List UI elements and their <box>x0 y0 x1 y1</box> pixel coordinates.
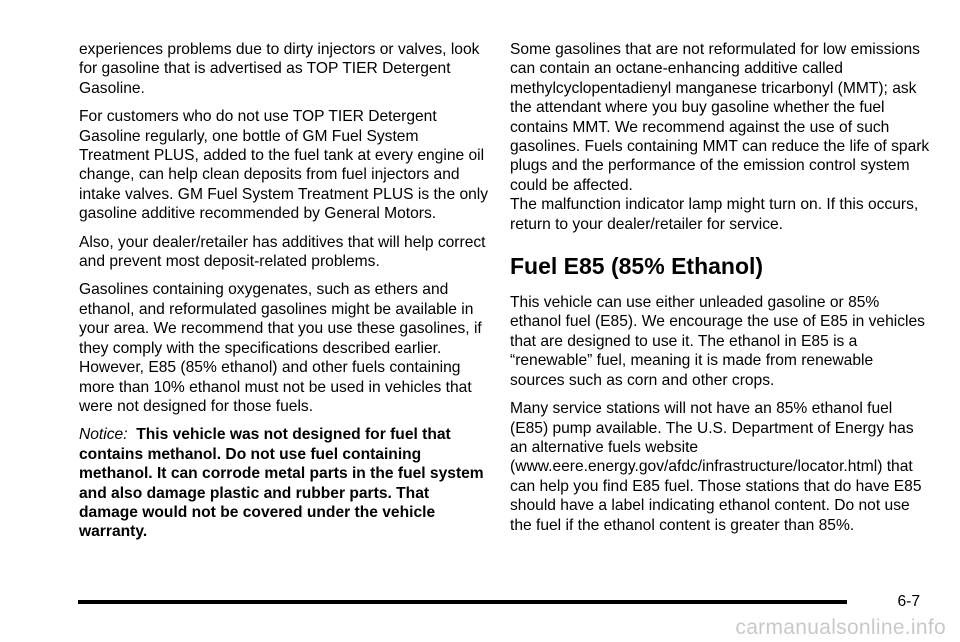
body-paragraph: Many service stations will not have an 85% ethanol fuel (E85) pump available. The U.S. Department of Energy has an alternative fuels website (www.eere.energy.gov/afdc/infrastructure/locator.html) that can help you find E85 fuel. Those stations that do have E85 should have a label indicating ethanol content. Do not use the fuel if the ethanol content is greater than 85%. <box>510 400 922 534</box>
body-paragraph: For customers who do not use TOP TIER Detergent Gasoline regularly, one bottle of GM Fuel System Treatment PLUS, added to the fuel tank at every engine oil change, can help clean deposits from fuel injectors and intake valves. GM Fuel System Treatment PLUS is the only gasoline additive recommended by General Motors. <box>79 108 489 223</box>
body-paragraph: This vehicle can use either unleaded gasoline or 85% ethanol fuel (E85). We encourage the use of E85 in vehicles that are designed to use it. The ethanol in E85 is a “renewable” fuel, meaning it is made from renewable sources such as corn and other crops. <box>510 294 925 389</box>
left-column <box>79 40 489 551</box>
notice-label: Notice: <box>79 426 128 444</box>
watermark: carmanualsonline.info <box>735 616 946 639</box>
page-number: 6-7 <box>897 593 920 610</box>
body-paragraph: The malfunction indicator lamp might turn on. If this occurs, return to your dealer/retailer for service. <box>510 196 919 233</box>
footer-rule <box>78 600 847 604</box>
body-paragraph: Gasolines containing oxygenates, such as ethers and ethanol, and reformulated gasolines might be available in your area. We recommend that you use these gasolines, if they comply with the specifications described earlier. However, E85 (85% ethanol) and other fuels containing more than 10% ethanol must not be used in vehicles that were not designed for those fuels. <box>79 281 482 415</box>
notice-block <box>79 425 489 541</box>
right-column <box>510 40 930 544</box>
notice-text: This vehicle was not designed for fuel that contains methanol. Do not use fuel containing methanol. It can corrode metal parts in the fuel system and also damage plastic and rubber parts. That damage would not be covered under the vehicle warranty. <box>79 426 484 541</box>
section-heading: Fuel E85 (85% Ethanol) <box>510 253 764 280</box>
body-paragraph: experiences problems due to dirty injectors or valves, look for gasoline that is advertised as TOP TIER Detergent Gasoline. <box>79 41 480 97</box>
body-paragraph: Also, your dealer/retailer has additives that will help correct and prevent most deposit-related problems. <box>79 233 486 271</box>
body-paragraph: Some gasolines that are not reformulated for low emissions can contain an octane-enhancing additive called methylcyclopentadienyl manganese tricarbonyl (MMT); ask the attendant where you buy gasoline whether the fuel contains MMT. We recommend against the use of such gasolines. Fuels containing MMT can reduce the life of spark plugs and the performance of the emission control system could be affected. <box>510 41 930 194</box>
